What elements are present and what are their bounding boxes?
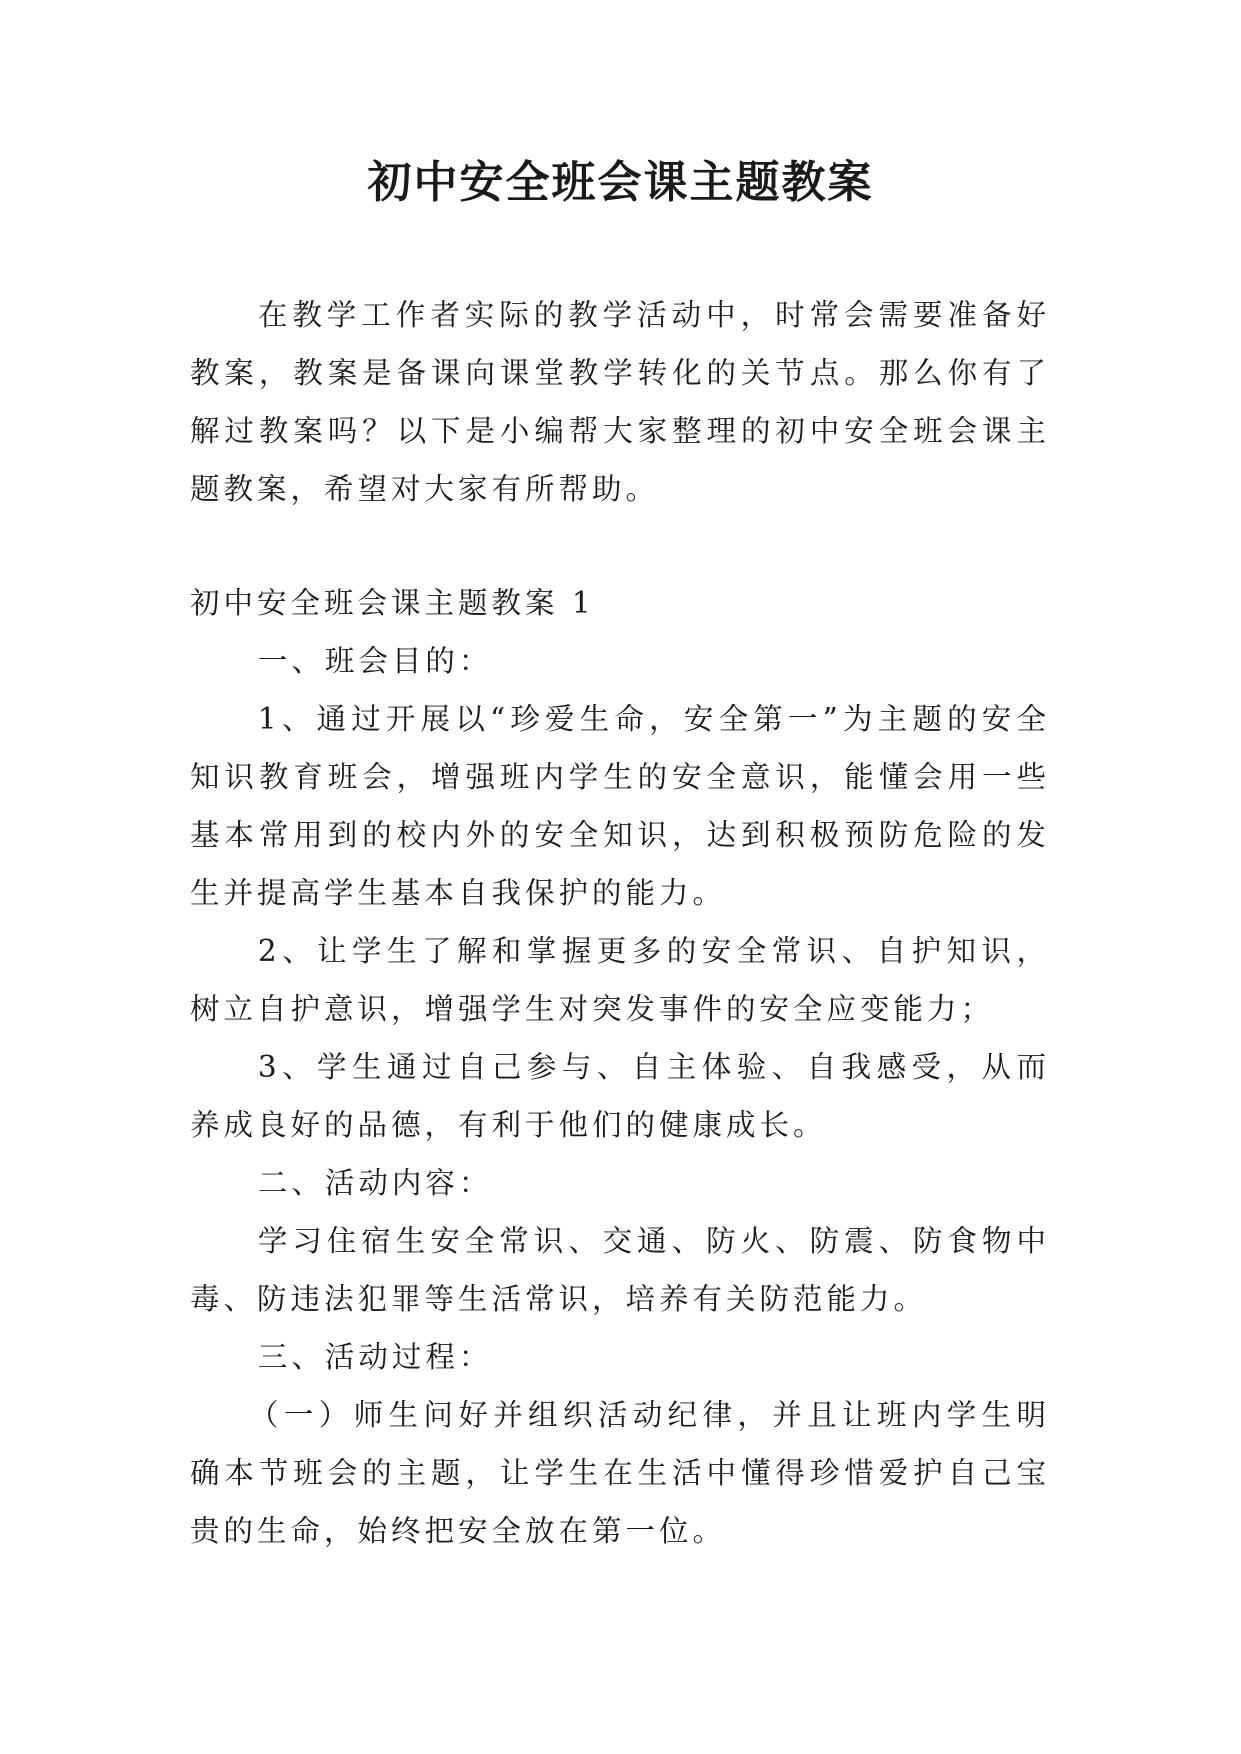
content-paragraph: 学习住宿生安全常识、交通、防火、防震、防食物中毒、防违法犯罪等生活常识，培养有关防范能力。: [190, 1224, 1050, 1316]
purpose-item-3: 3、学生通过自己参与、自主体验、自我感受，从而养成良好的品德，有利于他们的健康成长。: [190, 1050, 1050, 1142]
process-step-1: （一）师生问好并组织活动纪律，并且让班内学生明确本节班会的主题，让学生在生活中懂得珍惜爱护自己宝贵的生命，始终把安全放在第一位。: [190, 1398, 1050, 1548]
heading-purpose: 一、班会目的：: [257, 644, 493, 678]
document-body: [190, 286, 1050, 1560]
document-title: 初中安全班会课主题教案: [367, 157, 874, 208]
section-heading: 初中安全班会课主题教案 1: [190, 586, 595, 620]
intro-paragraph: 在教学工作者实际的教学活动中，时常会需要准备好教案，教案是备课向课堂教学转化的关节点。那么你有了解过教案吗？以下是小编帮大家整理的初中安全班会课主题教案，希望对大家有所帮助。: [190, 298, 1050, 506]
heading-process: 三、活动过程：: [257, 1340, 493, 1374]
purpose-item-1: 1、通过开展以“珍爱生命，安全第一”为主题的安全知识教育班会，增强班内学生的安全意识，能懂会用一些基本常用到的校内外的安全知识，达到积极预防危险的发生并提高学生基本自我保护的能力。: [190, 702, 1050, 910]
heading-content: 二、活动内容：: [257, 1166, 493, 1200]
purpose-item-2: 2、让学生了解和掌握更多的安全常识、自护知识，树立自护意识，增强学生对突发事件的安全应变能力；: [190, 934, 1050, 1026]
